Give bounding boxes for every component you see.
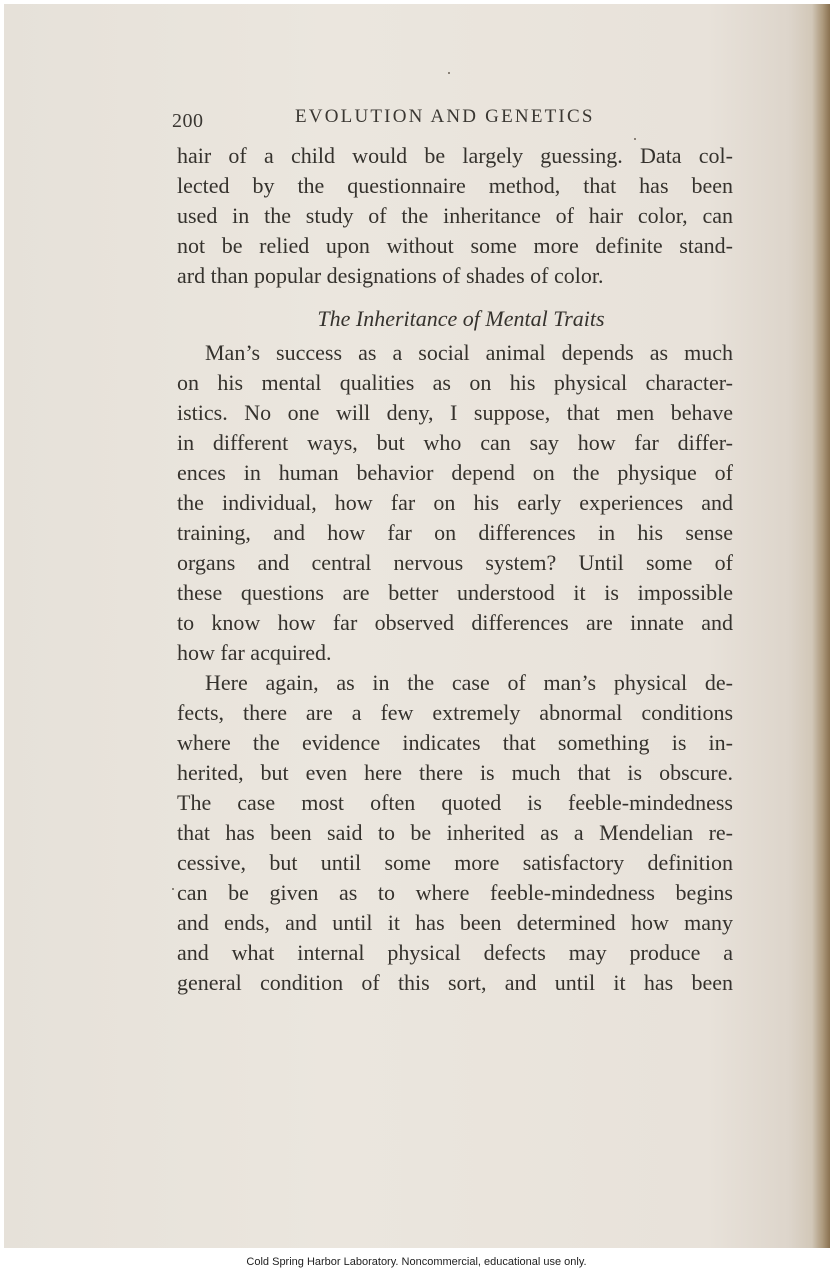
- text-line: hair of a child would be largely guessing. Data col-: [177, 143, 733, 168]
- text-line: ard than popular designations of shades of color.: [177, 263, 604, 288]
- text-line: can be given as to where feeble-mindedness begins: [177, 880, 733, 905]
- text-line: and what internal physical defects may produce a: [177, 940, 733, 965]
- text-line: that has been said to be inherited as a Mendelian re-: [177, 820, 733, 845]
- paper-speck: [634, 138, 636, 140]
- text-line: in different ways, but who can say how far differ-: [177, 430, 733, 455]
- text-line: Man’s success as a social animal depends as much: [205, 340, 733, 365]
- section-heading: The Inheritance of Mental Traits: [317, 306, 605, 331]
- paragraph-3: [177, 668, 733, 998]
- text-line: cessive, but until some more satisfactory definition: [177, 850, 733, 875]
- text-line: where the evidence indicates that something is in-: [177, 730, 733, 755]
- text-line: how far acquired.: [177, 640, 332, 665]
- paper-speck: [448, 72, 450, 74]
- page-number: 200: [172, 110, 204, 132]
- text-line: on his mental qualities as on his physical character-: [177, 370, 733, 395]
- text-line: herited, but even here there is much that is obscure.: [177, 760, 733, 785]
- text-line: Here again, as in the case of man’s physical de-: [205, 670, 733, 695]
- running-header: [172, 106, 732, 136]
- text-line: these questions are better understood it is impossible: [177, 580, 733, 605]
- text-line: and ends, and until it has been determined how many: [177, 910, 733, 935]
- text-line: fects, there are a few extremely abnormal conditions: [177, 700, 733, 725]
- text-line: general condition of this sort, and until it has been: [177, 970, 733, 995]
- text-line: training, and how far on differences in his sense: [177, 520, 733, 545]
- text-line: istics. No one will deny, I suppose, that men behave: [177, 400, 733, 425]
- footer-credit: Cold Spring Harbor Laboratory. Noncommercial, educational use only.: [246, 1256, 587, 1268]
- text-line: not be relied upon without some more definite stand-: [177, 233, 733, 258]
- text-line: used in the study of the inheritance of hair color, can: [177, 203, 733, 228]
- text-line: ences in human behavior depend on the physique of: [177, 460, 733, 485]
- book-spine-shadow: [812, 4, 830, 1248]
- paragraph-1: [177, 141, 733, 291]
- text-line: to know how far observed differences are innate and: [177, 610, 733, 635]
- paper-speck: [172, 888, 174, 890]
- text-line: organs and central nervous system? Until some of: [177, 550, 733, 575]
- running-title: EVOLUTION AND GENETICS: [295, 106, 595, 127]
- text-line: lected by the questionnaire method, that has been: [177, 173, 733, 198]
- text-line: The case most often quoted is feeble-mindedness: [177, 790, 733, 815]
- body-text: [177, 141, 733, 998]
- paragraph-2: [177, 338, 733, 668]
- text-line: the individual, how far on his early experiences and: [177, 490, 733, 515]
